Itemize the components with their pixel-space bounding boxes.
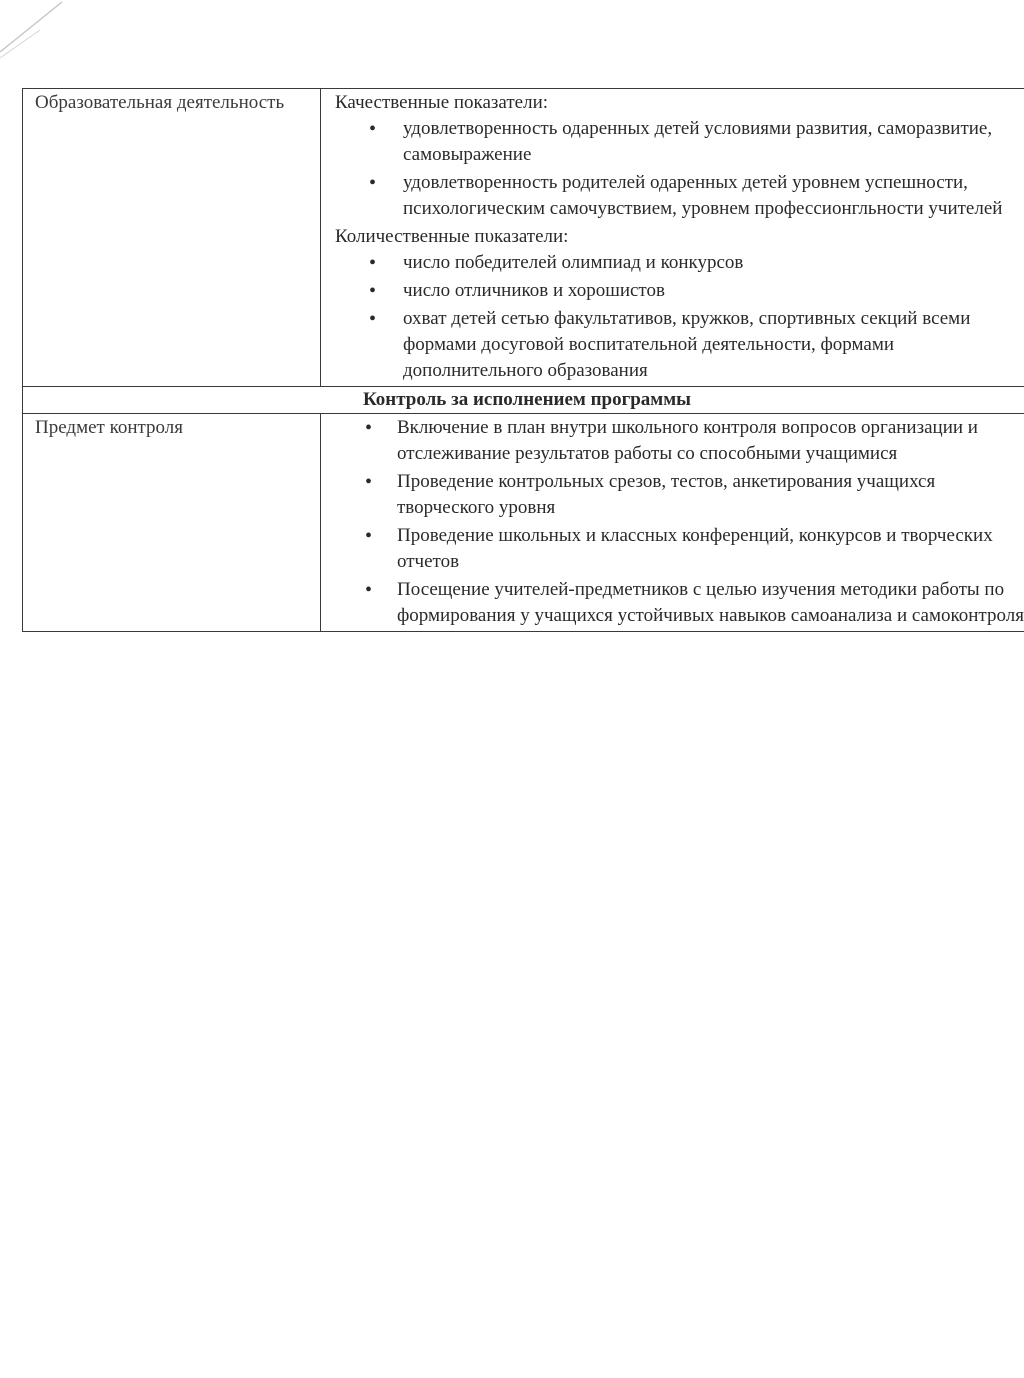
list-item: • Посещение учителей-предметников с целью изучения методики работы по формирования у учащихся устойчивых навыков самоанализа и самоконтроля bbox=[335, 577, 1024, 629]
list-item: • Проведение школьных и классных конференций, конкурсов и творческих отчетов bbox=[335, 523, 1024, 575]
control-items-cell bbox=[321, 414, 1024, 632]
scan-edge-mark bbox=[0, 0, 90, 70]
list-item: • число победителей олимпиад и конкурсов bbox=[335, 250, 1024, 276]
indicators-cell bbox=[321, 89, 1024, 387]
quantitative-indicators-title: Количественные пυказатели: bbox=[335, 226, 569, 247]
control-items-list bbox=[335, 415, 1024, 629]
list-item: • охват детей сетью факультативов, кружков, спортивных секций всеми формами досуговой воспитательной деятельности, формами дополнительного образования bbox=[335, 306, 1024, 384]
list-item: • удовлетворенность родителей одаренных детей уровнем успешности, психологическим самочувствием, уровнем профессионгльности учителей bbox=[335, 170, 1024, 222]
list-item: • удовлетворенность одаренных детей условиями развития, саморазвитие, самовыражение bbox=[335, 116, 1024, 168]
table-row bbox=[23, 414, 1024, 632]
program-table bbox=[22, 88, 1024, 632]
section-heading-program-control: Контроль за исполнением программы bbox=[23, 387, 1024, 414]
row-label-educational-activity: Образовательная деятельность bbox=[23, 89, 321, 387]
table-row bbox=[23, 89, 1024, 387]
qualitative-indicators-title: Качественные показатели: bbox=[335, 92, 549, 113]
table-row bbox=[23, 387, 1024, 414]
qualitative-indicators-list bbox=[335, 116, 1024, 222]
quantitative-indicators-list bbox=[335, 250, 1024, 384]
list-item: • число отличников и хорошистов bbox=[335, 278, 1024, 304]
list-item: • Включение в план внутри школьного контроля вопросов организации и отслеживание результатов работы со способными учащимися bbox=[335, 415, 1024, 467]
row-label-control-subject: Предмет контроля bbox=[23, 414, 321, 632]
list-item: • Проведение контрольных срезов, тестов, анкетирования учащихся творческого уровня bbox=[335, 469, 1024, 521]
